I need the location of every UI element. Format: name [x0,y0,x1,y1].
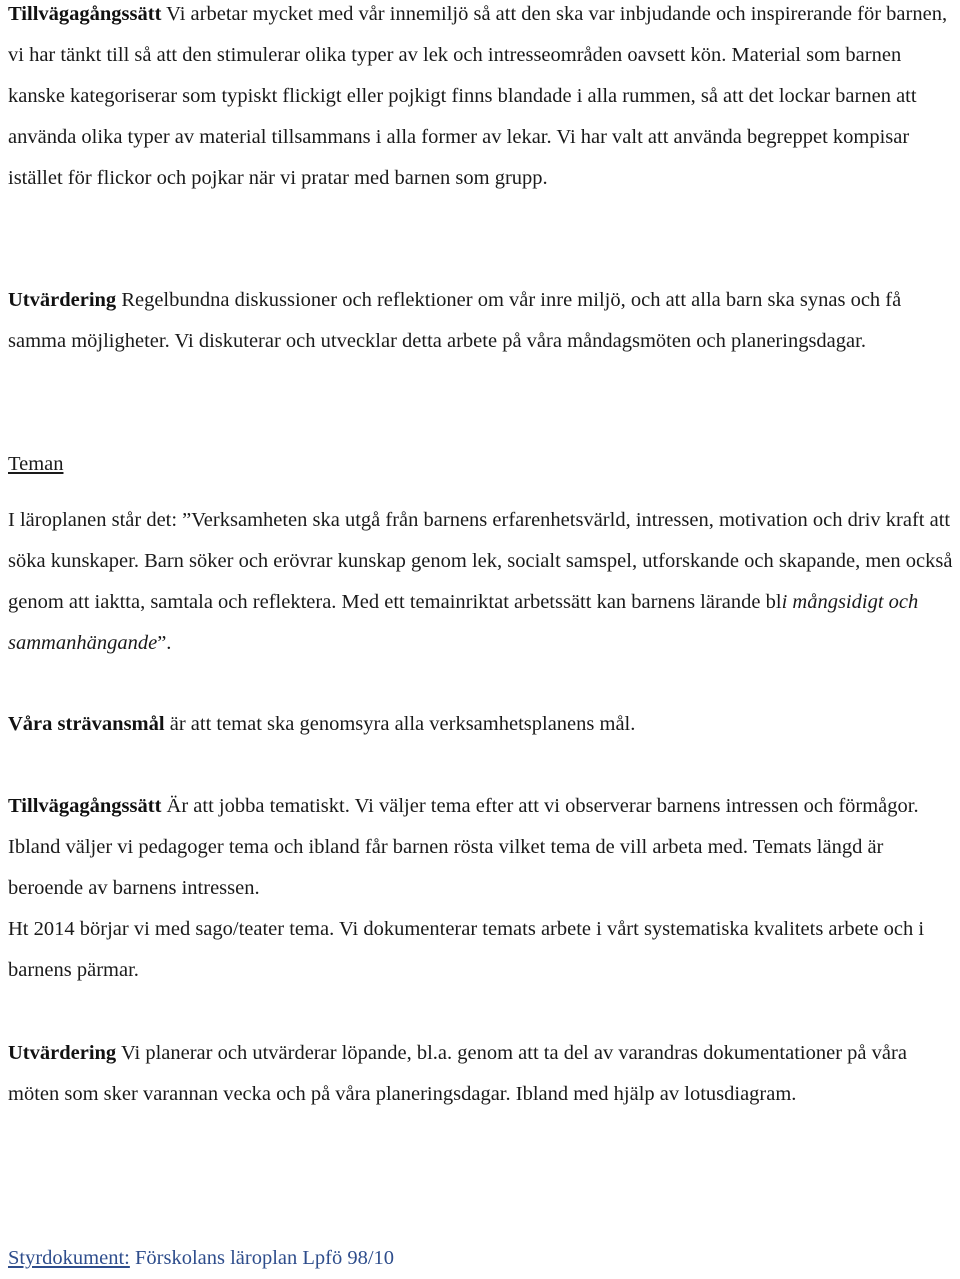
paragraph-tillvagagangssatt-tema [8,786,953,991]
section-text: Regelbundna diskussioner och reflektioner om vår inre miljö, och att alla barn ska synas och få samma möjligheter. Vi diskuterar och utvecklar detta arbete på våra måndagsmöten och planeringsdagar. [8,289,902,352]
styrdokument-label: Styrdokument: [8,1247,130,1269]
paragraph-stravansmal [8,704,953,745]
section-text: Vi arbetar mycket med vår innemiljö så att den ska var inbjudande och inspirerande för barnen, vi har tänkt till så att den stimulerar olika typer av lek och intresseområden oavsett kön. Material som barnen kanske kategoriserar som typiskt flickigt eller pojkigt finns blandade i alla rummen, så att det lockar barnen att använda olika typer av material tillsammans i alla former av lekar. Vi har valt att använda begreppet kompisar istället för flickor och pojkar när vi pratar med barnen som grupp. [8,3,948,189]
section-title: Tillvägagångssätt [8,3,162,25]
section-title: Utvärdering [8,1042,117,1064]
section-title: Tillvägagångssätt [8,795,162,817]
section-text: Är att jobba tematiskt. Vi väljer tema efter att vi observerar barnens intressen och förmågor. Ibland väljer vi pedagoger tema och ibland får barnen rösta vilket tema de vill arbeta med. Temats längd är beroende av barnens intressen. [8,795,919,899]
section-title: Utvärdering [8,289,117,311]
quote-end: ”. [157,632,172,654]
paragraph-utvardering-miljo [8,280,953,362]
paragraph-tillvagagangssatt-miljo [8,0,953,199]
section-text: är att temat ska genomsyra alla verksamhetsplanens mål. [164,713,636,735]
heading-teman [8,444,63,485]
quote-italic-text: i mångsidigt och sammanhängande [8,591,919,654]
section-text: Vi planerar och utvärderar löpande, bl.a. genom att ta del av varandras dokumentationer på våra möten som sker varannan vecka och på våra planeringsdagar. Ibland med hjälp av lotusdiagram. [8,1042,907,1105]
section-title: Våra strävansmål [8,713,165,735]
footer-styrdokument [8,1238,394,1279]
section-body-2: Ht 2014 börjar vi med sago/teater tema. Vi dokumenterar temats arbete i vårt systematiska kvalitets arbete och i barnens pärmar. [8,918,925,981]
heading-text: Teman [8,453,64,475]
paragraph-laroplan-quote [8,500,953,664]
paragraph-utvardering-tema [8,1033,953,1115]
quote-text: I läroplanen står det: ”Verksamheten ska utgå från barnens erfarenhetsvärld, intressen, motivation och driv kraft att söka kunskaper. Barn söker och erövrar kunskap genom lek, socialt samspel, utforskande och skapande, men också genom att iaktta, samtala och reflektera. Med ett temainriktat arbetssätt kan barnens lärande bl [8,509,953,613]
styrdokument-text: Förskolans läroplan Lpfö 98/10 [129,1247,395,1269]
section-body [8,786,953,909]
